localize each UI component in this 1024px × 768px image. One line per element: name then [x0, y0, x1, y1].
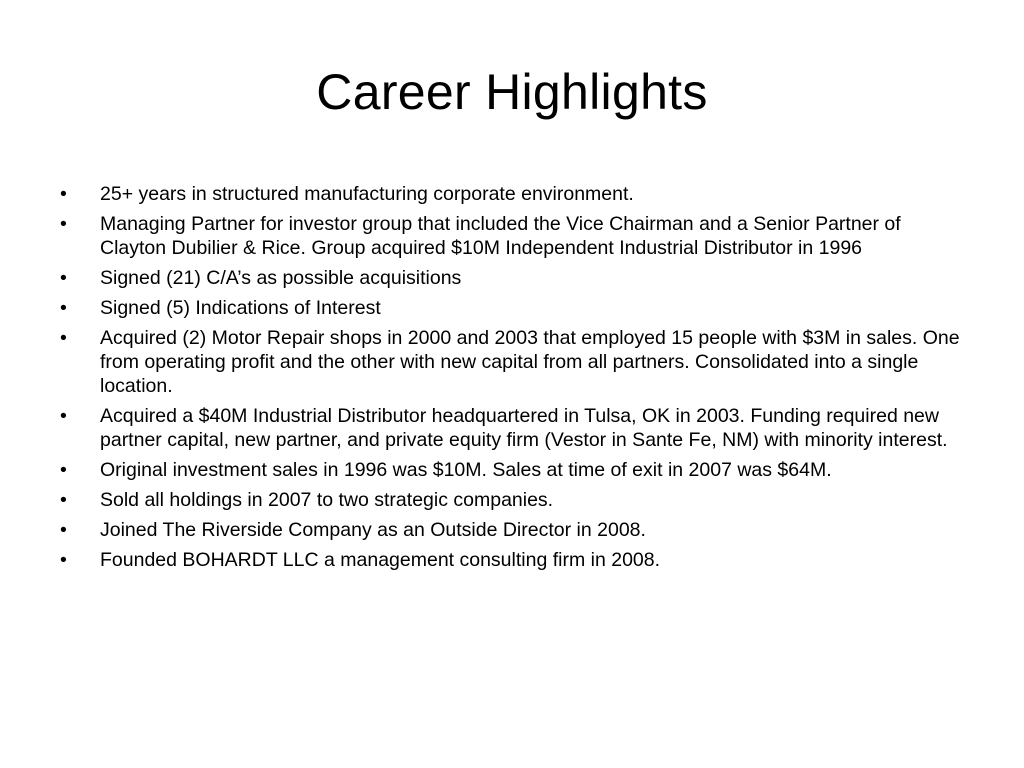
list-item-text: Sold all holdings in 2007 to two strategic companies. — [100, 489, 554, 511]
list-item — [60, 488, 970, 512]
list-item-text: Founded BOHARDT LLC a management consulting firm in 2008. — [100, 549, 661, 571]
list-item-text: Signed (21) C/A’s as possible acquisitions — [100, 267, 462, 289]
bullet-icon: • — [60, 459, 67, 481]
bullet-icon: • — [60, 213, 67, 235]
bullet-icon: • — [60, 297, 67, 319]
list-item-text: Original investment sales in 1996 was $10M. Sales at time of exit in 2007 was $64M. — [100, 459, 832, 481]
list-item — [60, 182, 970, 206]
bullet-icon: • — [60, 489, 67, 511]
bullet-icon: • — [60, 183, 67, 205]
list-item — [60, 518, 970, 542]
list-item-text: Signed (5) Indications of Interest — [100, 297, 381, 319]
bullet-icon: • — [60, 327, 67, 349]
list-item-text: Acquired (2) Motor Repair shops in 2000 and 2003 that employed 15 people with $3M in sales. One from operating profit and the other with new capital from all partners. Consolidated into a single location. — [100, 327, 960, 397]
list-item-text: Acquired a $40M Industrial Distributor headquartered in Tulsa, OK in 2003. Funding required new partner capital, new partner, and private equity firm (Vestor in Sante Fe, NM) with minority interest. — [100, 405, 948, 451]
list-item — [60, 548, 970, 572]
list-item — [60, 326, 970, 398]
list-item — [60, 212, 970, 260]
list-item — [60, 458, 970, 482]
list-item-text: 25+ years in structured manufacturing corporate environment. — [100, 183, 634, 205]
list-item-text: Joined The Riverside Company as an Outside Director in 2008. — [100, 519, 646, 541]
list-item — [60, 296, 970, 320]
bullet-list — [60, 182, 970, 578]
bullet-icon: • — [60, 267, 67, 289]
list-item-text: Managing Partner for investor group that included the Vice Chairman and a Senior Partner of Clayton Dubilier & Rice. Group acquired $10M Independent Industrial Distributor in 1996 — [100, 213, 901, 259]
list-item — [60, 266, 970, 290]
slide-title: Career Highlights — [316, 64, 708, 120]
list-item — [60, 404, 970, 452]
bullet-icon: • — [60, 519, 67, 541]
bullet-icon: • — [60, 549, 67, 571]
bullet-icon: • — [60, 405, 67, 427]
